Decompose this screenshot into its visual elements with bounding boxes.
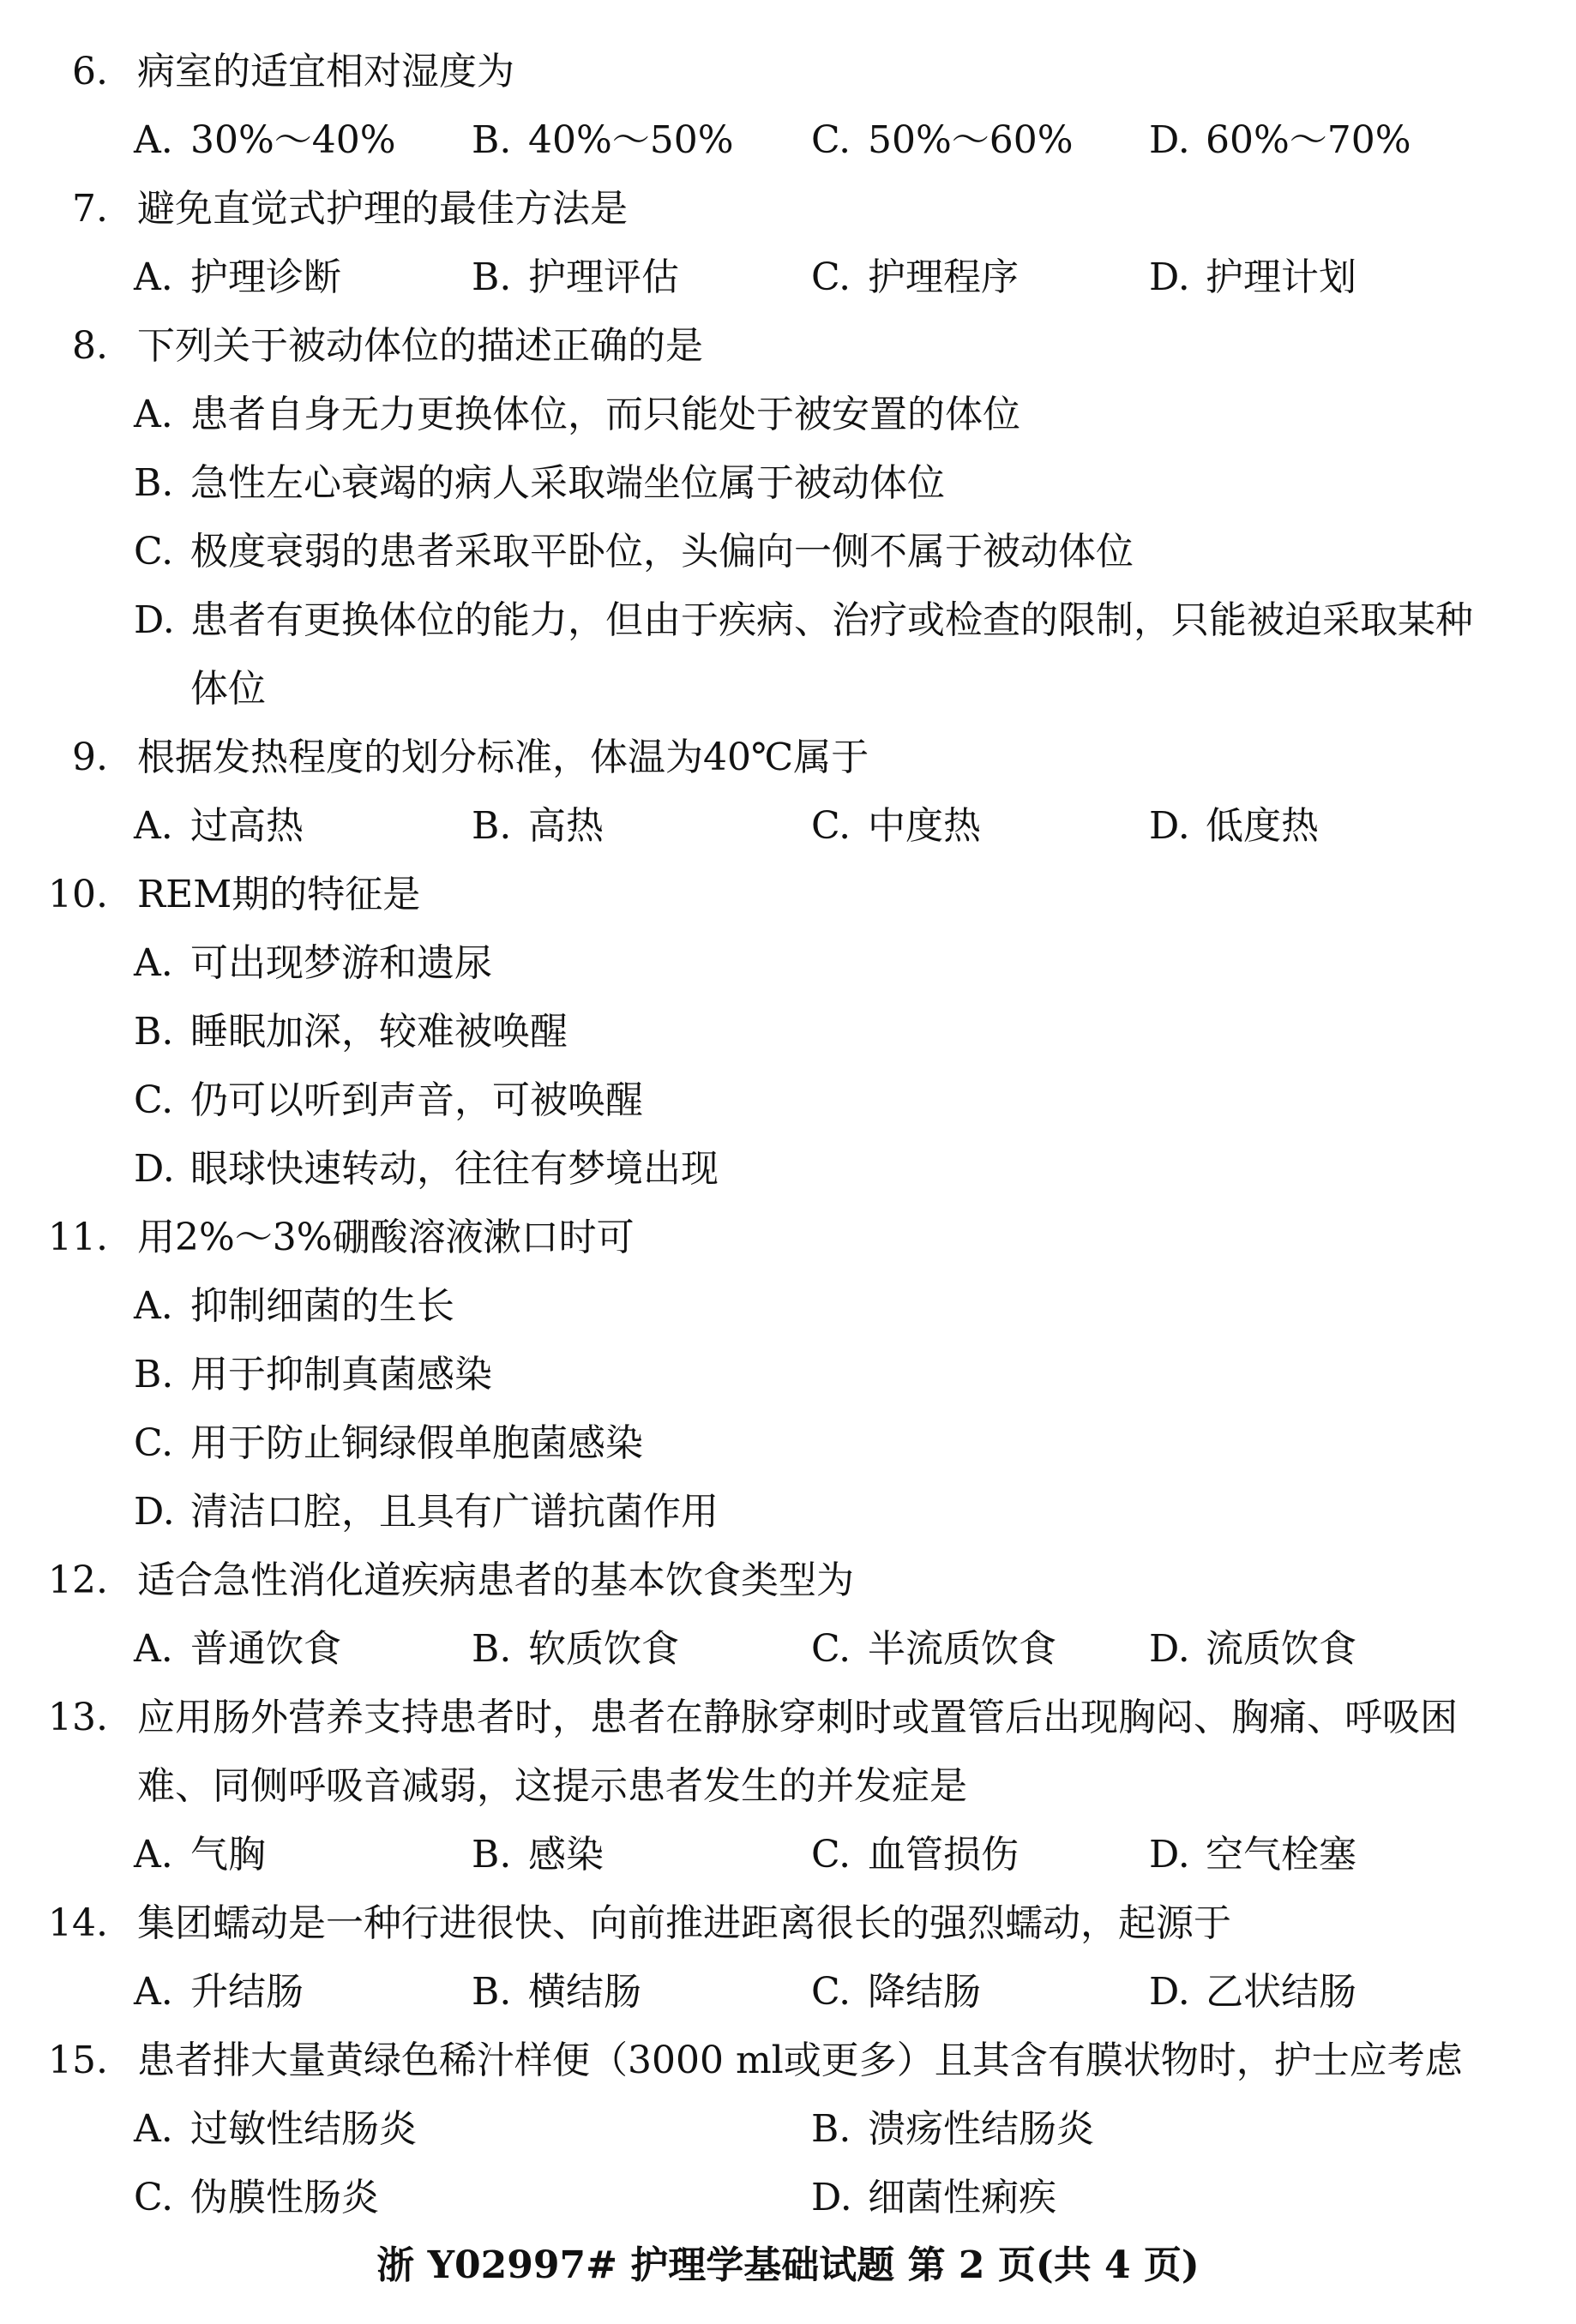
question-number: 10.: [48, 873, 108, 916]
question-11: [0, 1204, 1576, 1546]
question-9: [0, 724, 1576, 861]
option-b: B. 软质饮食: [472, 1627, 679, 1671]
option-b: B. 急性左心衰竭的病人采取端坐位属于被动体位: [134, 461, 945, 505]
option-d: D. 清洁口腔，且具有广谱抗菌作用: [134, 1490, 719, 1534]
question-14: [0, 1889, 1576, 2027]
option-c: C. 中度热: [811, 804, 981, 848]
option-a: A. 抑制细菌的生长: [134, 1284, 454, 1328]
question-6: [0, 38, 1576, 175]
question-stem-continuation: 难、同侧呼吸音减弱，这提示患者发生的并发症是: [137, 1764, 967, 1808]
option-c: C. 伪膜性肠炎: [134, 2176, 379, 2219]
option-c: C. 用于防止铜绿假单胞菌感染: [134, 1421, 643, 1465]
option-a: A. 患者自身无力更换体位，而只能处于被安置的体位: [134, 393, 1020, 436]
option-a: A. 气胸: [134, 1833, 266, 1877]
option-c: C. 半流质饮食: [811, 1627, 1056, 1671]
option-d: D. 乙状结肠: [1149, 1970, 1356, 2014]
question-number: 8.: [72, 324, 108, 368]
question-stem: 根据发热程度的划分标准，体温为40℃属于: [137, 736, 869, 779]
option-d: D. 患者有更换体位的能力，但由于疾病、治疗或检查的限制，只能被迫采取某种: [134, 598, 1473, 642]
question-10: [0, 861, 1576, 1204]
option-b: B. 感染: [472, 1833, 604, 1877]
option-a: A. 护理诊断: [134, 255, 341, 299]
option-d: D. 眼球快速转动，往往有梦境出现: [134, 1147, 719, 1191]
question-number: 12.: [48, 1558, 108, 1602]
question-stem: 患者排大量黄绿色稀汁样便（3000 ml或更多）且其含有膜状物时，护士应考虑: [137, 2039, 1463, 2082]
option-d-continuation: 体位: [190, 667, 266, 711]
question-stem: 适合急性消化道疾病患者的基本饮食类型为: [137, 1558, 854, 1602]
question-number: 9.: [72, 736, 108, 779]
option-d: D. 低度热: [1149, 804, 1319, 848]
question-13: [0, 1684, 1576, 1889]
question-7: [0, 175, 1576, 312]
question-number: 7.: [72, 187, 108, 231]
option-b: B. 横结肠: [472, 1970, 641, 2014]
question-8: [0, 312, 1576, 724]
option-d: D. 细菌性痢疾: [811, 2176, 1056, 2219]
question-stem: 下列关于被动体位的描述正确的是: [137, 324, 703, 368]
option-d: D. 60%～70%: [1149, 118, 1411, 162]
question-number: 14.: [48, 1901, 108, 1945]
question-12: [0, 1546, 1576, 1684]
option-c: C. 血管损伤: [811, 1833, 1019, 1877]
question-number: 15.: [48, 2039, 108, 2082]
question-number: 13.: [48, 1696, 108, 1739]
option-d: D. 空气栓塞: [1149, 1833, 1356, 1877]
option-c: C. 50%～60%: [811, 118, 1074, 162]
question-number: 6.: [72, 50, 108, 93]
option-c: C. 护理程序: [811, 255, 1019, 299]
option-b: B. 护理评估: [472, 255, 679, 299]
question-stem: REM期的特征是: [137, 873, 421, 916]
option-a: A. 30%～40%: [134, 118, 396, 162]
option-b: B. 用于抑制真菌感染: [134, 1353, 492, 1396]
option-a: A. 普通饮食: [134, 1627, 341, 1671]
question-stem: 病室的适宜相对湿度为: [137, 50, 514, 93]
option-b: B. 40%～50%: [472, 118, 734, 162]
question-stem: 避免直觉式护理的最佳方法是: [137, 187, 628, 231]
option-c: C. 降结肠: [811, 1970, 981, 2014]
question-stem: 应用肠外营养支持患者时，患者在静脉穿刺时或置管后出现胸闷、胸痛、呼吸困: [137, 1696, 1458, 1739]
question-15: [0, 2027, 1576, 2232]
option-b: B. 睡眠加深，较难被唤醒: [134, 1010, 568, 1054]
option-b: B. 溃疡性结肠炎: [811, 2107, 1094, 2151]
page-footer: 浙 Y02997# 护理学基础试题 第 2 页(共 4 页): [376, 2243, 1200, 2287]
question-number: 11.: [48, 1216, 108, 1259]
option-a: A. 过敏性结肠炎: [134, 2107, 417, 2151]
option-b: B. 高热: [472, 804, 604, 848]
option-c: C. 极度衰弱的患者采取平卧位，头偏向一侧不属于被动体位: [134, 530, 1134, 573]
option-a: A. 过高热: [134, 804, 304, 848]
option-a: A. 升结肠: [134, 1970, 304, 2014]
option-d: D. 护理计划: [1149, 255, 1356, 299]
option-a: A. 可出现梦游和遗尿: [134, 941, 492, 985]
question-stem: 集团蠕动是一种行进很快、向前推进距离很长的强烈蠕动，起源于: [137, 1901, 1231, 1945]
question-stem: 用2%～3%硼酸溶液漱口时可: [137, 1216, 635, 1259]
option-c: C. 仍可以听到声音，可被唤醒: [134, 1078, 643, 1122]
option-d: D. 流质饮食: [1149, 1627, 1356, 1671]
